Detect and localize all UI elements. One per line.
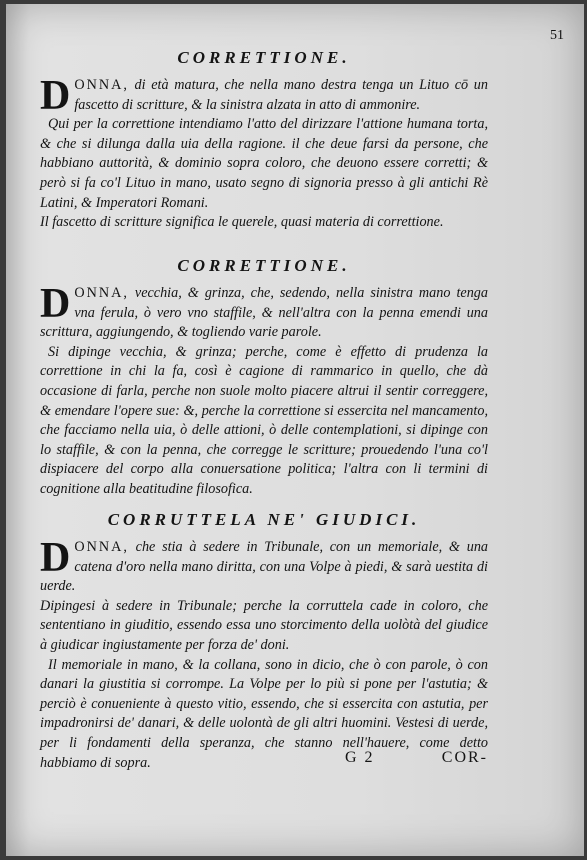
section-intro-paragraph: [40, 281, 488, 343]
book-page: [6, 4, 584, 856]
signature-mark: G 2: [345, 749, 375, 766]
drop-cap: D: [40, 73, 71, 119]
page-number: 51: [550, 28, 564, 43]
section-correttione-1: [40, 48, 488, 233]
body-paragraph: Il memoriale in mano, & la collana, sono in dicio, che ò con parole, ò con danari la giustitia si corrompe. La Volpe per lo più si pone per l'astutia; & perciò è conueniente à questo vitio, essendo, che si essercita con astutia, per impadronirsi de' danari, & delle uolontà de gli altri huomini. Vestesi di uerde, per li fondamenti della speranza, che stanno nell'hauere, come detto habbiamo di sopra.: [40, 656, 488, 771]
section-intro-paragraph: [40, 535, 489, 597]
section-heading: CORRETTIONE.: [177, 256, 351, 275]
section-heading: CORRUTTELA NE' GIUDICI.: [107, 510, 421, 529]
body-paragraph: Qui per la correttione intendiamo l'atto del dirizzare l'attione humana torta, & che si dilunga dalla uia della ragione. il che deue farsi da persone, che habbiano auttorità, & dominio sopra coloro, che deuono essere corretti; & però si fa co'l Lituo in mano, usato segno di signoria presso à gli antichi Rè Latini, & Imperatori Romani.: [40, 116, 488, 211]
section-corruttela: [40, 510, 488, 773]
intro-text: di età matura, che nella mano destra tenga un Lituo cō un fascetto di scritture, & la sinistra alzata in atto di ammonire.: [74, 77, 488, 113]
catchword: COR-: [441, 749, 488, 766]
lead-word: ONNA,: [74, 285, 129, 301]
intro-text: che stia à sedere in Tribunale, con un memoriale, & una catena d'oro nella mano diritta, con una Volpe à piedi, & sarà uestita di uerde.: [40, 539, 489, 595]
body-paragraph: Si dipinge vecchia, & grinza; perche, come è effetto di prudenza la correttione in chi la fa, così è cagione di rammarico in quello, che dà occasione di farla, perche non suole molto piacere altrui il sentir correggere, & emendare l'opere sue: &, perche la correttione si essercita nel mancamento, che facciamo nella uia, ò delle attioni, ò delle contemplationi, si dipinge con lo staffile, & con la penna, che corregge le scritture; prouedendo l'una co'l dispiacere del corpo alla conuersatione politica; l'altra con li termini di cognitione alla beatitudine filosofica.: [40, 343, 488, 497]
section-correttione-2: [40, 256, 488, 500]
drop-cap: D: [40, 535, 71, 581]
section-heading: CORRETTIONE.: [177, 48, 351, 67]
lead-word: ONNA,: [74, 539, 129, 555]
section-intro-paragraph: [40, 73, 488, 119]
lead-word: ONNA,: [74, 77, 129, 93]
show-through-text: [296, 236, 299, 255]
body-paragraph: Dipingesi à sedere in Tribunale; perche la corruttela cade in coloro, che sententiano in giuditio, essendo essa uno storcimento della uolòtà del giudice à giudicar ingiustamente per forza de' doni.: [40, 597, 488, 653]
intro-text: vecchia, & grinza, che, sedendo, nella sinistra mano tenga vna ferula, ò vero vno staffile, & nell'altra con la penna emendi una scrittura, aggiungendo, & togliendo varie parole.: [40, 285, 488, 341]
drop-cap: D: [40, 281, 71, 327]
body-paragraph: Il fascetto di scritture significa le querele, quasi materia di correttione.: [40, 214, 444, 231]
page-footer: [40, 749, 488, 771]
